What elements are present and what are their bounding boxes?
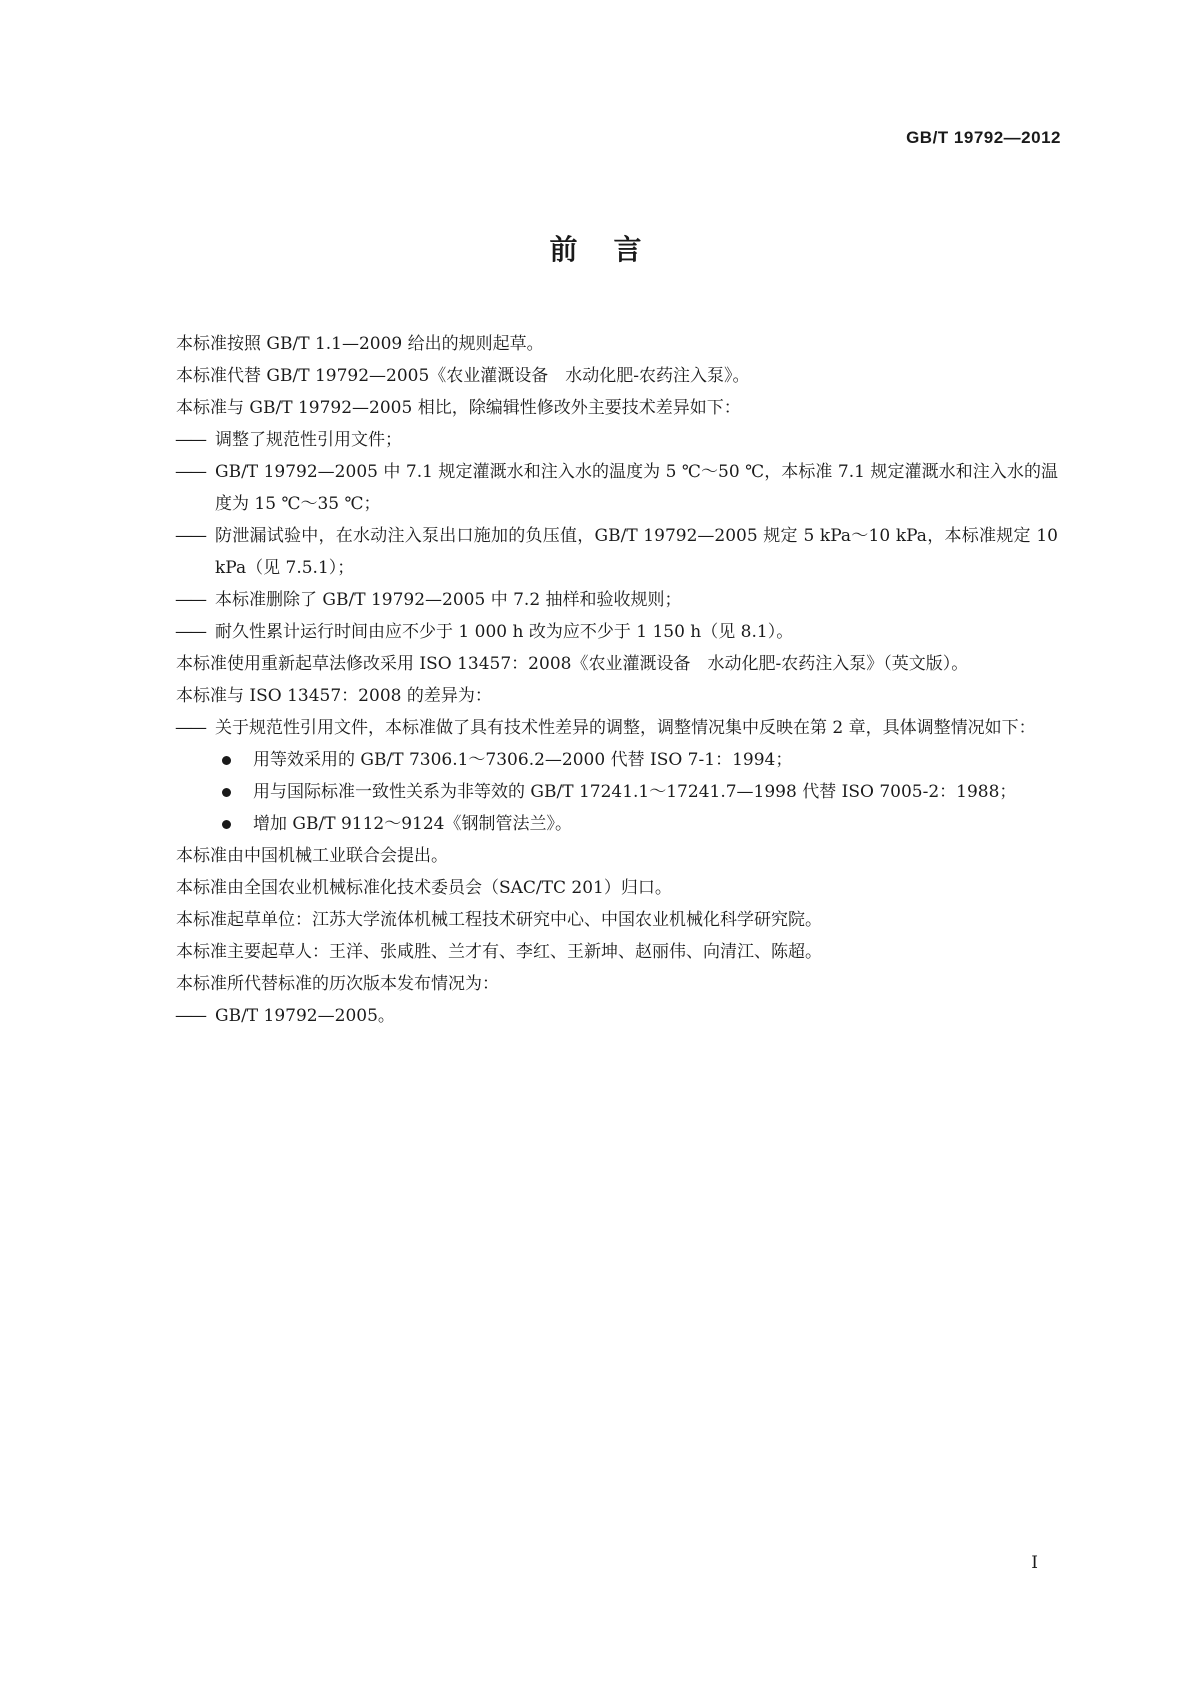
page-title: 前言 [549, 233, 678, 266]
dash-item-text: GB/T 19792—2005。 [215, 1006, 395, 1026]
dash-item-text: 耐久性累计运行时间由应不少于 1 000 h 改为应不少于 1 150 h（见 8.1）。 [215, 622, 794, 642]
bullet-dot-icon [222, 788, 231, 797]
bullet-dot-icon [222, 756, 231, 765]
dash-mark: —— [175, 526, 205, 546]
dash-list-item [136, 712, 1058, 744]
dash-list-item [136, 456, 1058, 520]
bullet-dot-icon [222, 820, 231, 829]
paragraph: 本标准主要起草人：王洋、张咸胜、兰才有、李红、王新坤、赵丽伟、向清江、陈超。 [176, 942, 822, 962]
dash-item-text: 防泄漏试验中，在水动注入泵出口施加的负压值，GB/T 19792—2005 规定 5 kPa～10 kPa，本标准规定 10 kPa（见 7.5.1）； [215, 526, 1058, 578]
page-number: I [1031, 1553, 1038, 1573]
paragraph: 本标准代替 GB/T 19792—2005《农业灌溉设备 水动化肥-农药注入泵》。 [176, 366, 750, 386]
bullet-list-item [136, 808, 1058, 840]
paragraph: 本标准由中国机械工业联合会提出。 [176, 846, 448, 866]
foreword-body [136, 328, 1058, 1032]
bullet-list-item [136, 776, 1058, 808]
paragraph: 本标准使用重新起草法修改采用 ISO 13457：2008《农业灌溉设备 水动化肥-农药注入泵》（英文版）。 [176, 654, 969, 674]
paragraph: 本标准与 GB/T 19792—2005 相比，除编辑性修改外主要技术差异如下： [176, 398, 741, 418]
dash-list-item [136, 616, 1058, 648]
bullet-item-text: 增加 GB/T 9112～9124《钢制管法兰》。 [253, 814, 572, 834]
bullet-list-item [136, 744, 1058, 776]
dash-list-item [136, 1000, 1058, 1032]
dash-item-text: 本标准删除了 GB/T 19792—2005 中 7.2 抽样和验收规则； [215, 590, 682, 610]
paragraph: 本标准所代替标准的历次版本发布情况为： [176, 974, 499, 994]
dash-list-item [136, 424, 1058, 456]
dash-mark: —— [175, 1006, 205, 1026]
bullet-item-text: 用与国际标准一致性关系为非等效的 GB/T 17241.1～17241.7—1998 代替 ISO 7005-2：1988； [253, 782, 1017, 802]
dash-list-item [136, 584, 1058, 616]
dash-mark: —— [175, 430, 205, 450]
dash-mark: —— [175, 462, 205, 482]
dash-item-text: GB/T 19792—2005 中 7.1 规定灌溉水和注入水的温度为 5 ℃～50 ℃，本标准 7.1 规定灌溉水和注入水的温度为 15 ℃～35 ℃； [215, 462, 1058, 514]
dash-mark: —— [175, 622, 205, 642]
dash-list-item [136, 520, 1058, 584]
paragraph: 本标准与 ISO 13457：2008 的差异为： [176, 686, 492, 706]
dash-item-text: 关于规范性引用文件，本标准做了具有技术性差异的调整，调整情况集中反映在第 2 章，具体调整情况如下： [215, 718, 1036, 738]
dash-mark: —— [175, 590, 205, 610]
dash-item-text: 调整了规范性引用文件； [215, 430, 402, 450]
paragraph: 本标准起草单位：江苏大学流体机械工程技术研究中心、中国农业机械化科学研究院。 [176, 910, 822, 930]
document-code: GB/T 19792—2012 [906, 128, 1061, 147]
paragraph: 本标准按照 GB/T 1.1—2009 给出的规则起草。 [176, 334, 544, 354]
paragraph: 本标准由全国农业机械标准化技术委员会（SAC/TC 201）归口。 [176, 878, 672, 898]
bullet-item-text: 用等效采用的 GB/T 7306.1～7306.2—2000 代替 ISO 7-1：1994； [253, 750, 793, 770]
dash-mark: —— [175, 718, 205, 738]
